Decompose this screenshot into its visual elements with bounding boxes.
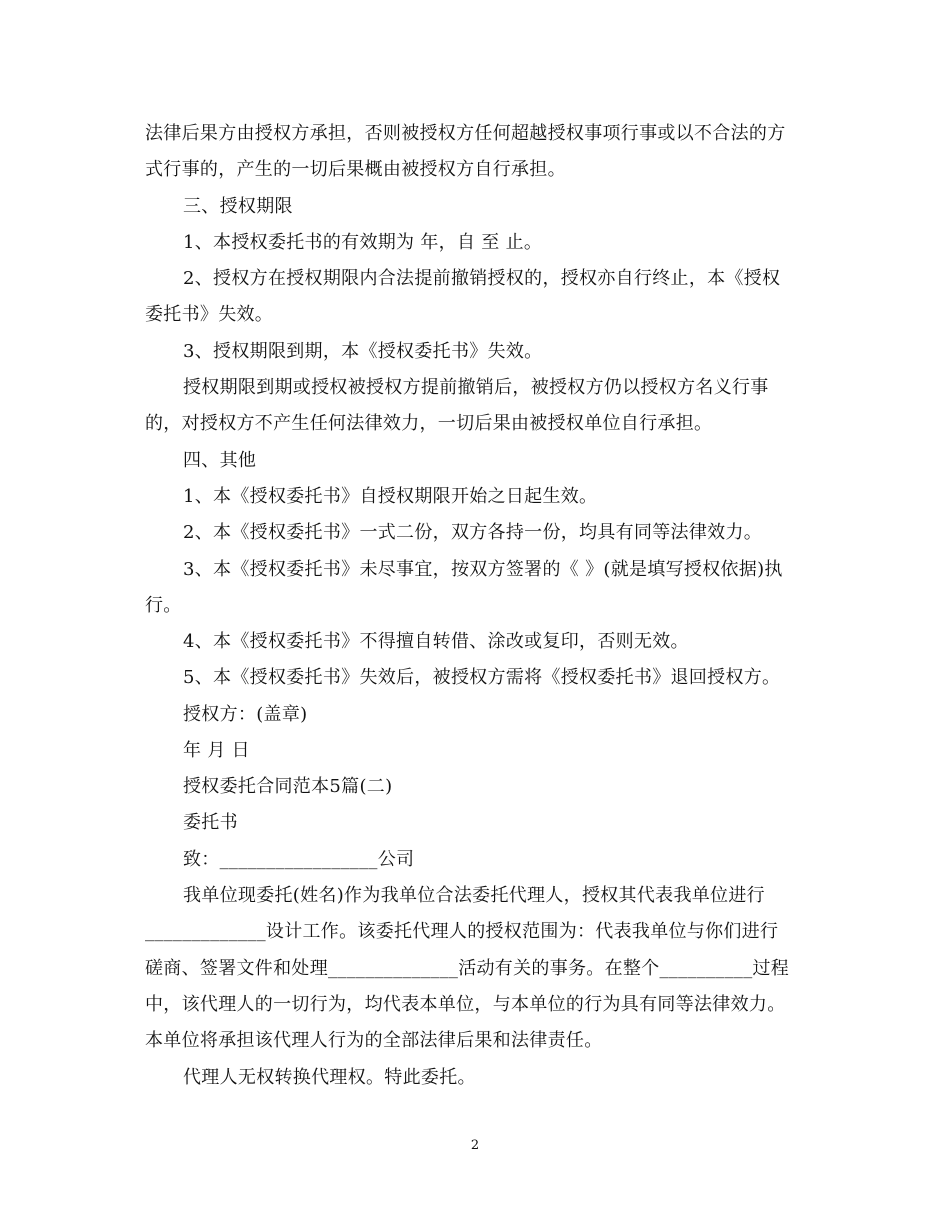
paragraph-line: 中，该代理人的一切行为，均代表本单位，与本单位的行为具有同等法律效力。 (145, 994, 786, 1015)
paragraph-line: 3、授权期限到期，本《授权委托书》失效。 (183, 341, 543, 362)
paragraph-line: 式行事的，产生的一切后果概由被授权方自行承担。 (145, 159, 566, 180)
paragraph-line: 1、本《授权委托书》自授权期限开始之日起生效。 (183, 486, 598, 507)
paragraph-line: _____________设计工作。该委托代理人的授权范围为：代表我单位与你们进行 (145, 921, 779, 942)
paragraph-line: 我单位现委托(姓名)作为我单位合法委托代理人，授权其代表我单位进行 (183, 885, 765, 906)
page-number: 2 (470, 1138, 480, 1153)
addressee-line: 致：_________________公司 (183, 849, 415, 870)
paragraph-line: 法律后果方由授权方承担，否则被授权方任何超越授权事项行事或以不合法的方 (145, 123, 786, 144)
paragraph-line: 4、本《授权委托书》不得擅自转借、涂改或复印，否则无效。 (183, 631, 689, 652)
paragraph-line: 磋商、签署文件和处理______________活动有关的事务。在整个__________过程 (145, 958, 790, 979)
paragraph-line: 3、本《授权委托书》未尽事宜，按双方签署的《 》(就是填写授权依据)执 (183, 559, 783, 580)
paragraph-line: 行。 (145, 595, 182, 616)
paragraph-line: 委托书》失效。 (145, 304, 274, 325)
paragraph-line: 代理人无权转换代理权。特此委托。 (183, 1067, 476, 1088)
paragraph-line: 5、本《授权委托书》失效后，被授权方需将《授权委托书》退回授权方。 (183, 667, 781, 688)
paragraph-line: 授权期限到期或授权被授权方提前撤销后，被授权方仍以授权方名义行事 (183, 377, 769, 398)
section-heading: 三、授权期限 (183, 196, 293, 217)
paragraph-line: 1、本授权委托书的有效期为 年，自 至 止。 (183, 232, 543, 253)
paragraph-line: 2、本《授权委托书》一式二份，双方各持一份，均具有同等法律效力。 (183, 522, 763, 543)
paragraph-line: 2、授权方在授权期限内合法提前撤销授权的，授权亦自行终止，本《授权 (183, 268, 781, 289)
document-title: 授权委托合同范本5篇(二) (183, 776, 393, 797)
paragraph-line: 的，对授权方不产生任何法律效力，一切后果由被授权单位自行承担。 (145, 413, 713, 434)
signature-line: 授权方：(盖章) (183, 704, 308, 725)
section-heading: 四、其他 (183, 450, 257, 471)
date-line: 年 月 日 (183, 740, 250, 761)
paragraph-line: 本单位将承担该代理人行为的全部法律后果和法律责任。 (145, 1030, 603, 1051)
letter-heading: 委托书 (183, 812, 238, 833)
